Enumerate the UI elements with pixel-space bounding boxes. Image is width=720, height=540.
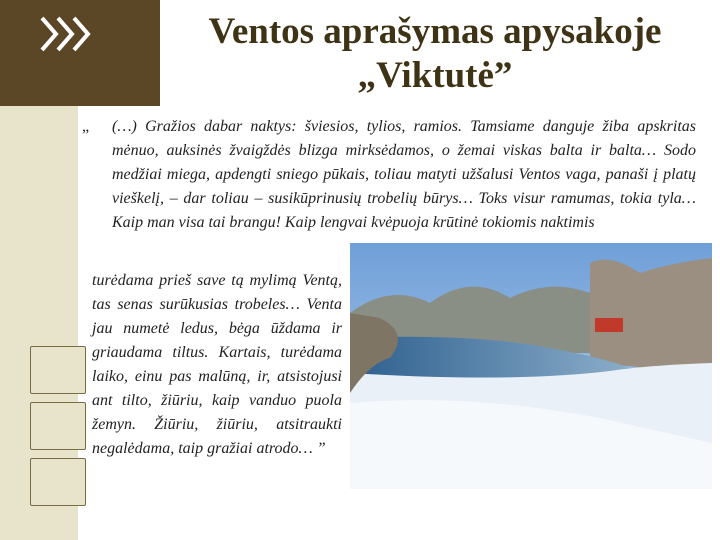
- decor-box: [30, 458, 86, 506]
- triple-chevron-icon: [38, 14, 98, 54]
- decor-boxes: [30, 346, 90, 514]
- header-brown-bar: [0, 0, 160, 106]
- page-title: Ventos aprašymas apysakoje „Viktutė”: [208, 11, 662, 96]
- decor-box: [30, 346, 86, 394]
- decor-box: [30, 402, 86, 450]
- winter-river-photo: [350, 243, 712, 489]
- quote-paragraph-left: turėdama prieš save tą mylimą Ventą, tas senas surūkusias trobeles… Venta jau numetė ledus, bėga ūždama ir griaudama tiltus. Kartais, turėdama laiko, einu pas malūną, ir, atsistojusi ant tilto, žiūriu, kaip vanduo puola žemyn. Žiūriu, žiūriu, atsitraukti negalėdama, taip gražiai atrodo… ”: [92, 269, 342, 461]
- quote-paragraph-top: [82, 115, 696, 235]
- opening-quote-mark: „: [82, 118, 90, 135]
- quote-text-top: (…) Gražios dabar naktys: šviesios, tylios, ramios. Tamsiame danguje žiba apskritas mėnuo, auksinės žvaigždės blizga mirksėdamos, o žemai viskas balta ir balta… Sodo medžiai miega, apdengti sniego pūkais, toliau matyti užšalusi Ventos vaga, panaši į platų vieškelį, – dar toliau – susikūprinusių trobelių būrys… Toks visur ramumas, tokia tyla… Kaip man visa tai brangu! Kaip lengvai kvėpuoja krūtinė tokiomis naktimis: [112, 118, 696, 231]
